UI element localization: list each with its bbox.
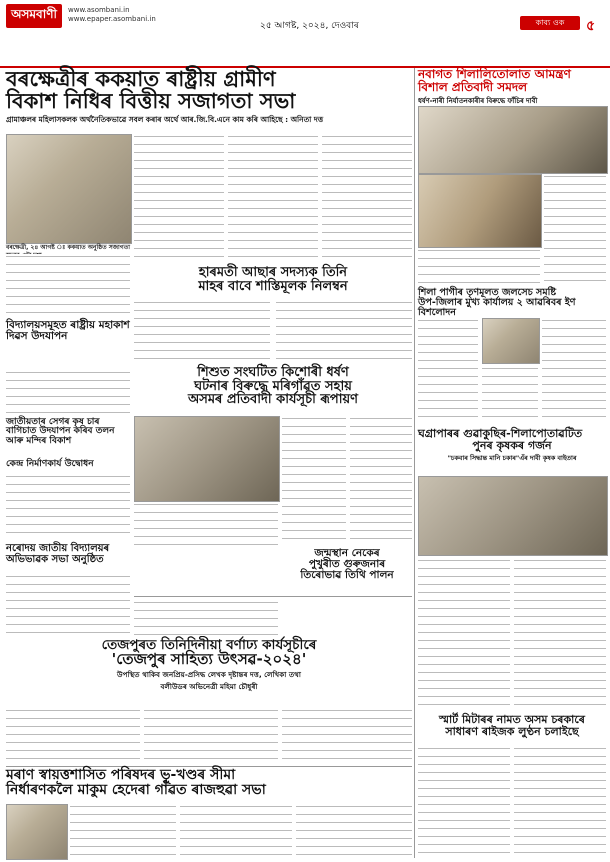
page-number: ৫	[586, 18, 596, 34]
brief-jatiyatar-title: জাতীয়তাৰ সেগৰ কৃষ চাৰ বাগিচাত উদযাপন কৰিব তলন আৰু মন্দিৰ বিকাশ	[6, 417, 115, 446]
brief-space-day-title: বিদ্যালয়সমূহত ৰাষ্ট্ৰীয় মহাকাশ দিৱস উদযাপন	[6, 319, 130, 343]
right-top-headline-line1: নবাগত শিলালিতোলাত আমন্ত্ৰণ	[418, 67, 571, 81]
mla-suspension-story	[134, 266, 412, 293]
protest-photo-top	[418, 106, 608, 174]
right-top-story	[418, 68, 606, 107]
feature-body-col2	[144, 708, 278, 764]
right-top-headline-line2: বিশাল প্ৰতিবাদী সমদল	[418, 79, 528, 94]
lead-headline-line2: বিকাশ নিধিৰ বিত্তীয় সজাগতা সভা	[6, 89, 296, 114]
farmers-body-col2	[514, 558, 606, 710]
moran-story	[6, 768, 412, 797]
lead-photo	[6, 134, 132, 244]
moran-body-col3	[296, 804, 412, 858]
lead-story	[6, 68, 414, 127]
guru-headline-line1: জন্মস্থান নেকেৰ	[314, 547, 380, 559]
right-mid-headline-line1: শিলা পাগীৰ তৃণমূলত জলসেচ সমষ্টি	[418, 287, 557, 298]
left-body-1	[6, 254, 130, 316]
smart-meter-story	[418, 714, 606, 737]
protest-photo-bottom	[418, 174, 542, 248]
right-mid-headline-line2: উপ-জিলাৰ মুখ্য কাৰ্যালয় ২ আৱৰিবৰ ইণ বিশলোদন	[418, 296, 576, 318]
brief-space-day-body	[6, 370, 130, 414]
mla-body-col1	[134, 300, 270, 362]
feature-subhead-line2: বলীউডৰ অভিনেত্ৰী মহিমা চৌধুৰী	[160, 681, 258, 691]
moran-photo	[6, 804, 68, 860]
mla-headline-line1: হাৰমতী আছাৰ সদস্যক তিনি	[198, 265, 348, 280]
dateline: ২৫ আগষ্ট, ২০২৪, দেওবাৰ	[260, 21, 359, 31]
ngo-body-col2	[282, 416, 346, 546]
brief-nodoy-body	[6, 574, 130, 634]
guru-headline-line2: পুখুৰীত গুৰুজনাৰ	[308, 558, 386, 571]
farmers-story	[418, 428, 606, 464]
feature-body-col3	[282, 708, 412, 764]
masthead-urls	[68, 6, 156, 24]
right-top-subhead: ধৰ্ষণ-নাৰী নিৰ্যাতনকাৰীৰ বিৰুদ্ধে ফাঁচিৰ দাবী	[418, 97, 538, 106]
feature-subhead-line1: উপস্থিত থাকিব জনপ্ৰিয়-প্ৰসিদ্ধ লেখক দৃষ্টান্তৰ দত্ত, লেখিকা তথা	[117, 669, 301, 679]
ngo-protest-story	[134, 366, 412, 407]
website-url[interactable]: www.asombani.in	[68, 6, 130, 14]
farmers-subhead: "চকবাৰ সিদ্ধান্ত মানি চকাৰ"এঁৰ দাবী কৃষক বাইতাৰ	[447, 454, 577, 463]
column-divider	[414, 68, 415, 858]
ngo-body-col1	[134, 502, 278, 546]
farmers-headline-line1: ঘগ্ৰাপাৰৰ গুৱাকুছিৰ-শিলাপোতাৱটিত	[418, 427, 583, 440]
lead-body-col1	[134, 134, 224, 262]
moran-body-col1	[70, 804, 176, 858]
moran-body-col2	[180, 804, 292, 858]
right-top-body-col1	[418, 248, 540, 284]
guru-body	[134, 600, 278, 636]
mla-body-col2	[276, 300, 412, 362]
ngo-headline-line2: ঘটনাৰ বিৰুদ্ধে মৰিগাঁৱত সহায়	[194, 378, 352, 394]
tezpur-feature	[6, 638, 412, 694]
smart-meter-headline-line1: স্মাৰ্ট মিটাৰৰ নামত অসম চৰকাৰে	[439, 713, 585, 726]
brief-nodoy-title: নৰোদয় জাতীয় বিদ্যালয়ৰ অভিভাৱক সভা অনুষ্ঠিত	[6, 543, 110, 565]
lead-subhead: গ্ৰামাঞ্চলৰ মহিলাসকলক অৰ্থনৈতিকভাৱে সবল কৰাৰ অৰ্থে আৰ.জি.বি.এনে কাম কৰি আহিছে : অনিতা দত্ত	[6, 115, 324, 125]
lead-body-col3	[322, 134, 412, 262]
lead-photo-caption: বৰক্ষেত্ৰী, ২৪ আগষ্ট ঃ ককয়াত অনুষ্ঠিত সজাগতা	[6, 244, 130, 251]
right-mid-story	[418, 288, 606, 318]
lead-headline-line1: বৰক্ষেত্ৰীৰ ককয়াত ৰাষ্ট্ৰীয় গ্ৰামীণ	[6, 67, 276, 91]
smart-meter-headline-line2: সাধাৰণ ৰাইজক লুণ্ঠন চলাইছে	[445, 724, 579, 738]
ngo-headline-line1: শিশুত সংঘটিত কিশোৰী ধৰ্ষণ	[197, 365, 349, 380]
right-mid-body-col1	[418, 318, 478, 424]
guru-tithi-story	[282, 548, 412, 581]
section-label: কাব্য ওক	[520, 16, 580, 30]
feature-headline-line2: 'তেজপুৰ সাহিত্য উৎসৱ-২০২৪'	[111, 650, 307, 669]
smart-meter-body-col2	[514, 746, 606, 858]
brief-kendra-title: কেন্দ্ৰ নিৰ্মাণকাৰ্য উদ্বোধন	[6, 459, 94, 469]
farmers-photo	[418, 476, 608, 556]
ngo-body-col3	[350, 416, 412, 546]
ngo-headline-line3: অসমৰ প্ৰতিবাদী কাৰ্যসূচী ৰূপায়ণ	[187, 392, 359, 408]
mla-headline-line2: মাহৰ বাবে শাস্তিমূলক নিলম্বন	[198, 278, 348, 294]
farmers-body-col1	[418, 558, 510, 710]
lead-body-col2	[228, 134, 318, 262]
farmers-headline-line2: পুনৰ কৃষকৰ গৰ্জন	[472, 438, 552, 452]
right-mid-body-col3	[542, 318, 606, 424]
moran-headline-line1: মৰাণ স্বায়ত্তশাসিত পৰিষদৰ ভূ-খণ্ডৰ সীমা	[6, 767, 236, 783]
moran-headline-line2: নিৰ্ধাৰণকলৈ মাকুম হেদেৰা গাঁৱত ৰাজহুৱা সভা	[6, 781, 266, 798]
right-mid-body-col2	[482, 366, 538, 424]
feature-headline-line1: তেজপুৰত তিনিদিনীয়া বৰ্ণাঢ্য কাৰ্যসূচীৰে	[101, 637, 317, 653]
smart-meter-body-col1	[418, 746, 510, 858]
brief-kendra-body	[6, 474, 130, 540]
right-mid-photo	[482, 318, 540, 364]
ngo-protest-photo	[134, 416, 280, 502]
newspaper-logo: অসমবাণী	[6, 4, 62, 28]
guru-headline-line3: তিৰোভাৱ তিথি পালন	[300, 569, 394, 582]
epaper-url[interactable]: www.epaper.asombani.in	[68, 15, 156, 23]
feature-body-col1	[6, 708, 140, 764]
masthead	[0, 0, 610, 68]
right-top-body-col2	[544, 174, 606, 284]
